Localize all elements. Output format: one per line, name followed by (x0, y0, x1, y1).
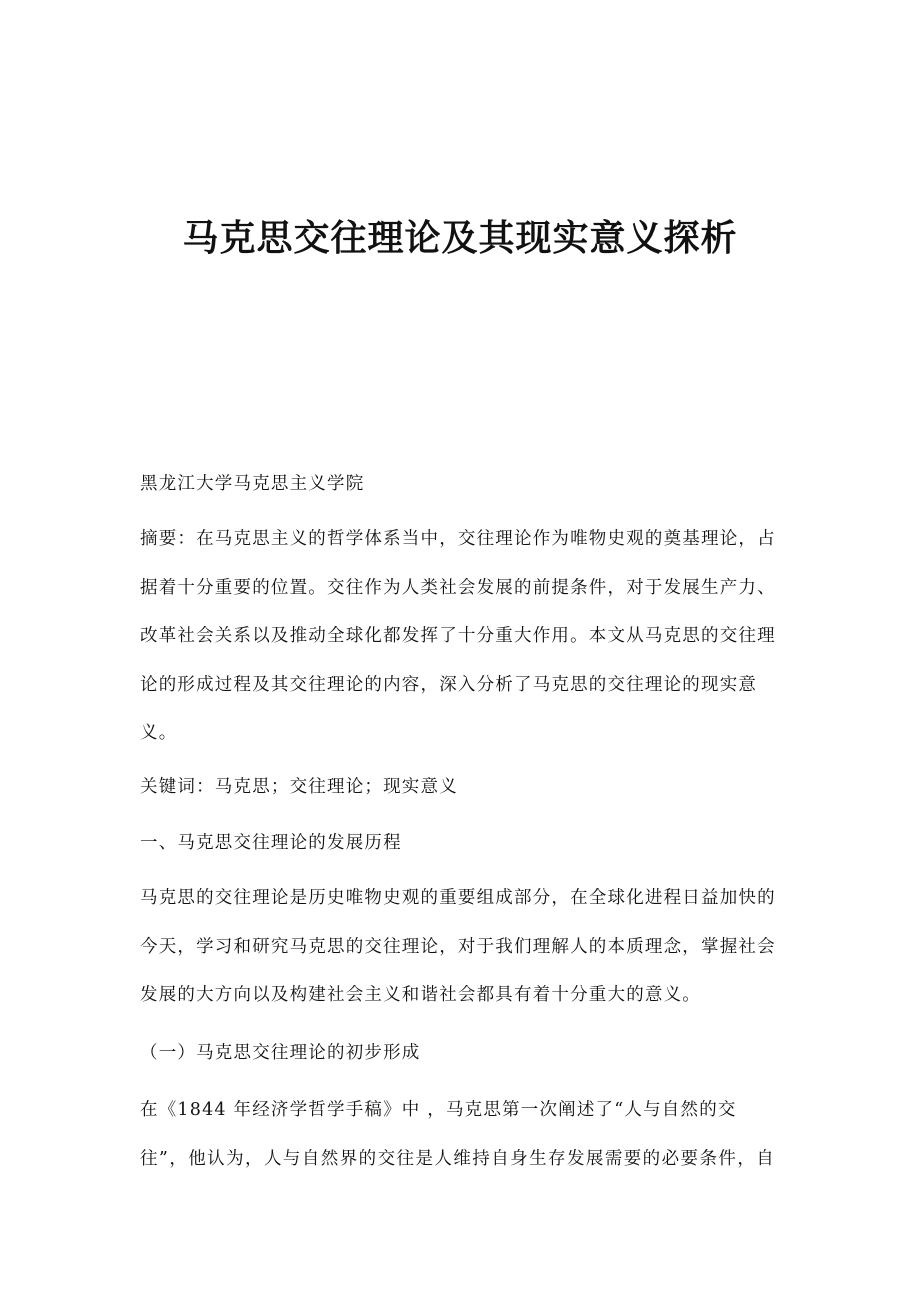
paragraph-line: 发展的大方向以及构建社会主义和谐社会都具有着十分重大的意义。 (140, 985, 701, 1005)
abstract-line: 据着十分重要的位置。交往作为人类社会发展的前提条件，对于发展生产力、 (140, 577, 776, 598)
abstract-paragraph (140, 515, 775, 758)
keywords: 关键词：马克思；交往理论；现实意义 (140, 777, 458, 797)
paragraph-line: 马克思的交往理论是历史唯物史观的重要组成部分，在全球化进程日益加快的 (140, 888, 776, 908)
subsection-body-paragraph (140, 1086, 775, 1183)
section-heading: 一、马克思交往理论的发展历程 (140, 833, 402, 853)
section-intro-paragraph (140, 874, 775, 1020)
author-affiliation: 黑龙江大学马克思主义学院 (140, 474, 365, 494)
abstract-line: 论的形成过程及其交往理论的内容，深入分析了马克思的交往理论的现实意 (140, 674, 758, 695)
abstract-line: 改革社会关系以及推动全球化都发挥了十分重大作用。本文从马克思的交往理 (140, 626, 776, 646)
paragraph-line: 今天，学习和研究马克思的交往理论，对于我们理解人的本质理念，掌握社会 (140, 936, 776, 957)
paragraph-line: 在《1844 年经济学哲学手稿》中 ，马克思第一次阐述了“人与自然的交 (140, 1100, 737, 1120)
subsection-heading: （一）马克思交往理论的初步形成 (140, 1043, 421, 1063)
abstract-line: 义。 (140, 723, 178, 743)
abstract-line: 摘要：在马克思主义的哲学体系当中，交往理论作为唯物史观的奠基理论，占 (140, 529, 776, 549)
paragraph-line: 往”，他认为，人与自然界的交往是人维持自身生存发展需要的必要条件，自 (140, 1148, 775, 1169)
page-title: 马克思交往理论及其现实意义探析 (182, 217, 738, 259)
